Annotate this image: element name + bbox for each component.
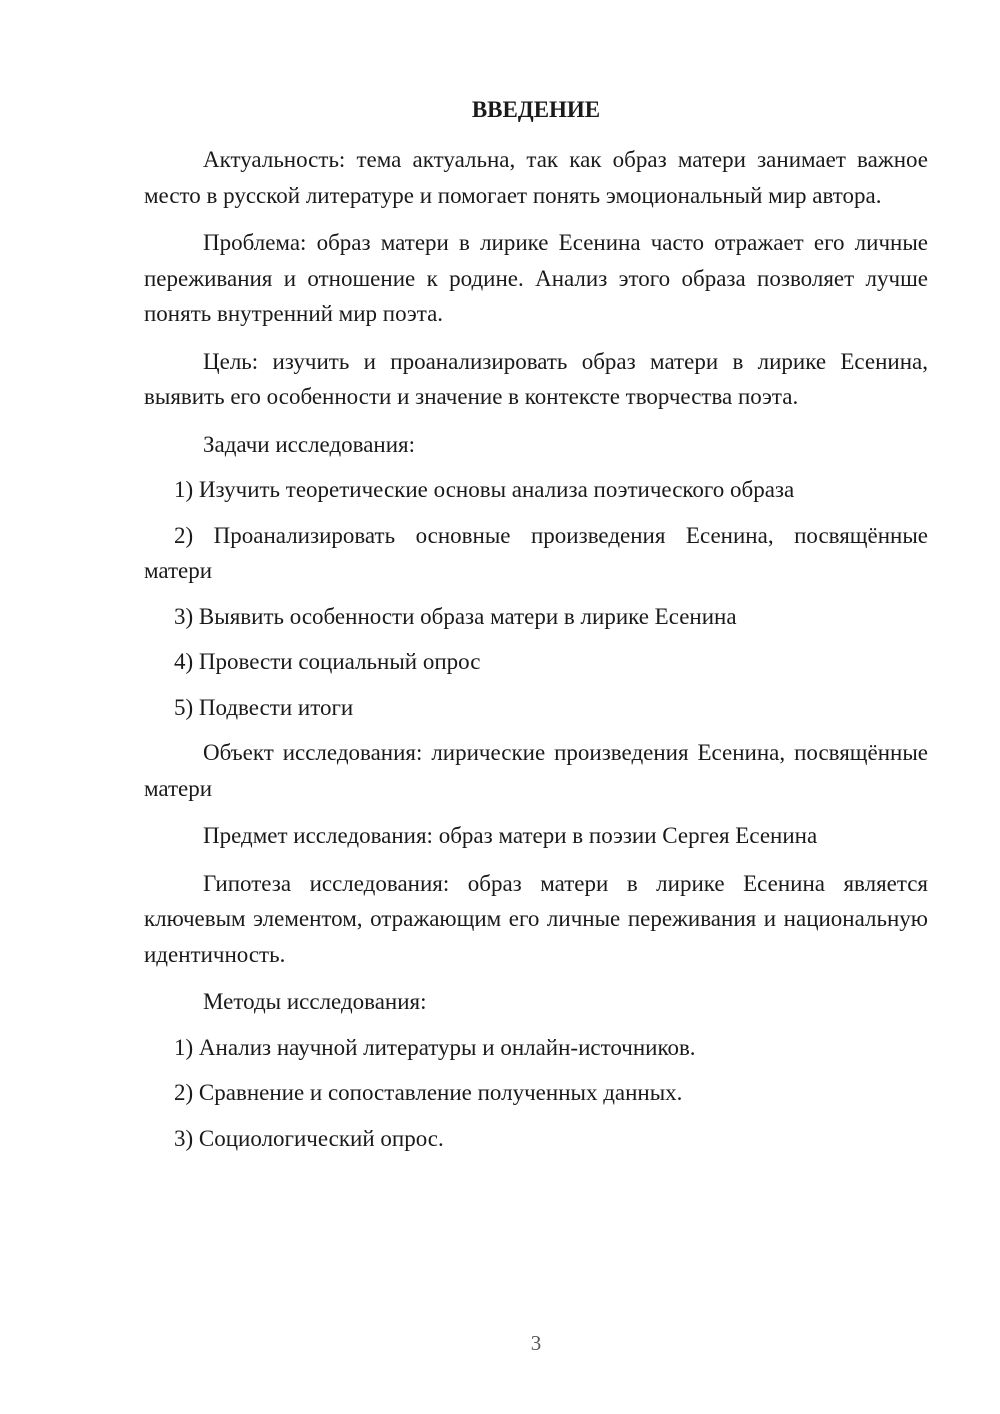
method-item: 2) Сравнение и сопоставление полученных данных. — [174, 1080, 683, 1105]
methods-label: Методы исследования: — [203, 989, 427, 1014]
task-item: 1) Изучить теоретические основы анализа поэтического образа — [174, 477, 795, 502]
hypothesis-paragraph: Гипотеза исследования: образ матери в лирике Есенина является ключевым элементом, отражающим его личные переживания и национальную идентичность. — [144, 870, 928, 967]
tasks-list — [144, 472, 928, 725]
task-item: 3) Выявить особенности образа матери в лирике Есенина — [174, 603, 737, 629]
task-item: 4) Провести социальный опрос — [174, 649, 481, 674]
task-item: 2) Проанализировать основные произведения Есенина, посвящённые матери — [144, 522, 928, 583]
subject-paragraph: Предмет исследования: образ матери в поэзии Сергея Есенина — [203, 823, 818, 848]
task-item: 5) Подвести итоги — [174, 694, 354, 720]
relevance-paragraph: Актуальность: тема актуальна, так как образ матери занимает важное место в русской литературе и помогает понять эмоциональный мир автора. — [144, 147, 928, 208]
problem-paragraph: Проблема: образ матери в лирике Есенина часто отражает его личные переживания и отношение к родине. Анализ этого образа позволяет лучше понять внутренний мир поэта. — [144, 230, 928, 326]
object-paragraph: Объект исследования: лирические произведения Есенина, посвящённые матери — [144, 740, 928, 801]
method-item: 1) Анализ научной литературы и онлайн-источников. — [174, 1034, 696, 1060]
tasks-label: Задачи исследования: — [203, 431, 416, 457]
page-number: 3 — [530, 1331, 542, 1355]
document-page — [144, 92, 928, 1166]
methods-list — [144, 1030, 928, 1157]
page-title: ВВЕДЕНИЕ — [471, 97, 601, 122]
goal-paragraph: Цель: изучить и проанализировать образ матери в лирике Есенина, выявить его особенности и значение в контексте творчества поэта. — [144, 348, 928, 409]
method-item: 3) Социологический опрос. — [174, 1125, 444, 1151]
